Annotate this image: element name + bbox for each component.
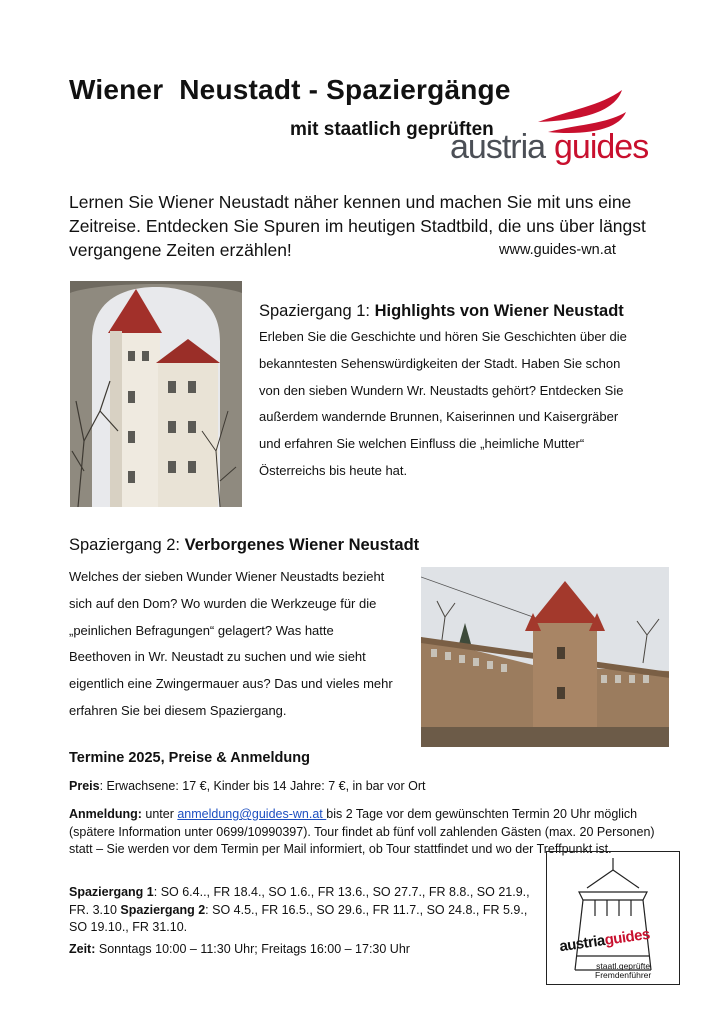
logo-text-guides: guides [554,128,649,166]
walk2-title: Verborgenes Wiener Neustadt [184,536,420,554]
walk2-prefix: Spaziergang 2: [69,536,185,554]
walk1-description [259,324,659,485]
price-text: : Erwachsene: 17 €, Kinder bis 14 Jahre: 7 €, in bar vor Ort [99,779,426,793]
walk1-heading [259,302,659,321]
walk2-heading [69,536,419,555]
walk2-description [69,564,414,725]
registration-pre: unter [141,807,178,821]
walk2-dates-label: Spaziergang 2 [120,902,206,917]
time-label: Zeit: [69,942,96,956]
walk1-dates: : SO 6.4.., FR 18.4., SO 1.6., FR 13.6., SO 27.7., FR 8.8., SO 21.9., FR. 3.10 [69,885,530,917]
city-wall-photo [421,567,669,747]
walk2-line: eigentlich eine Zwingermauer aus? Das und vieles mehr [69,676,393,692]
intro-paragraph: Lernen Sie Wiener Neustadt näher kennen und machen Sie mit uns eine Zeitreise. Entdecken Sie Spuren im heutigen Stadtbild, die uns über längst vergangene Zeiten erzählen! [69,192,646,260]
stamp-caption [595,962,651,980]
stamp-brand-part2: guides [603,925,651,949]
website-link[interactable]: www.guides-wn.at [499,242,616,258]
walk1-line: außerdem wandernde Brunnen, Kaiserinnen und Kaisergräber [259,409,619,425]
walk1-line: Erleben Sie die Geschichte und hören Sie Geschichten über die [259,329,627,344]
logo-text-austria: austria [450,128,546,166]
walk2-line: Welches der sieben Wunder Wiener Neustadts bezieht [69,569,385,584]
walk2-line: erfahren Sie bei diesem Spaziergang. [69,702,287,718]
time-info [69,941,539,959]
castle-photo [70,281,242,507]
registration-email-link[interactable]: anmeldung@guides-wn.at [177,807,327,821]
stamp-line2: Fremdenführer [595,970,652,980]
walk1-dates-label: Spaziergang 1 [69,885,154,899]
page-title: Wiener Neustadt - Spaziergänge [69,74,511,105]
price-label: Preis [69,779,100,793]
registration-label: Anmeldung: [69,807,142,821]
guide-stamp-logo [546,851,680,985]
walk2-dates: : SO 4.5., FR 16.5., SO 29.6., FR 11.7., SO 24.8., FR 5.9., SO 19.10., FR 31.10. [69,902,528,934]
walk1-line: und erfahren Sie welchen Einfluss die „heimliche Mutter“ [259,436,585,452]
walk1-line: bekanntesten Sehenswürdigkeiten der Stadt. Haben Sie schon [259,355,621,371]
austriaguides-logo [450,84,666,174]
page-subtitle: mit staatlich geprüften [290,119,494,140]
walk1-prefix: Spaziergang 1: [259,302,375,320]
walk2-line: sich auf den Dom? Wo wurden die Werkzeuge für die [69,595,377,611]
booking-heading: Termine 2025, Preise & Anmeldung [69,750,310,766]
walk1-title: Highlights von Wiener Neustadt [374,302,624,320]
time-text: Sonntags 10:00 – 11:30 Uhr; Freitags 16:00 – 17:30 Uhr [95,942,410,956]
walk1-line: Österreichs bis heute hat. [259,462,408,478]
walk1-line: von den sieben Wundern Wr. Neustadts gehört? Entdecken Sie [259,382,624,398]
registration-text: bis 2 Tage vor dem gewünschten Termin 20 Uhr möglich (spätere Information unter 0699/10990397). Tour findet ab fünf voll zahlenden Gästen (max. 20 Personen) statt – Sie werden vor dem Termin per Mail informiert, ob Tour stattfindet und wo der Treffpunkt ist. [69,807,655,856]
stamp-line1: staatl.geprüfte [596,961,651,971]
dates-info [69,884,539,937]
price-info [69,778,669,796]
walk2-line: Beethoven in Wr. Neustadt zu suchen und wie sieht [69,649,366,665]
walk1-section [259,302,659,485]
walk2-line: „peinlichen Befragungen“ gelagert? Was hatte [69,622,334,638]
stamp-brand-part1: austria [558,932,606,956]
